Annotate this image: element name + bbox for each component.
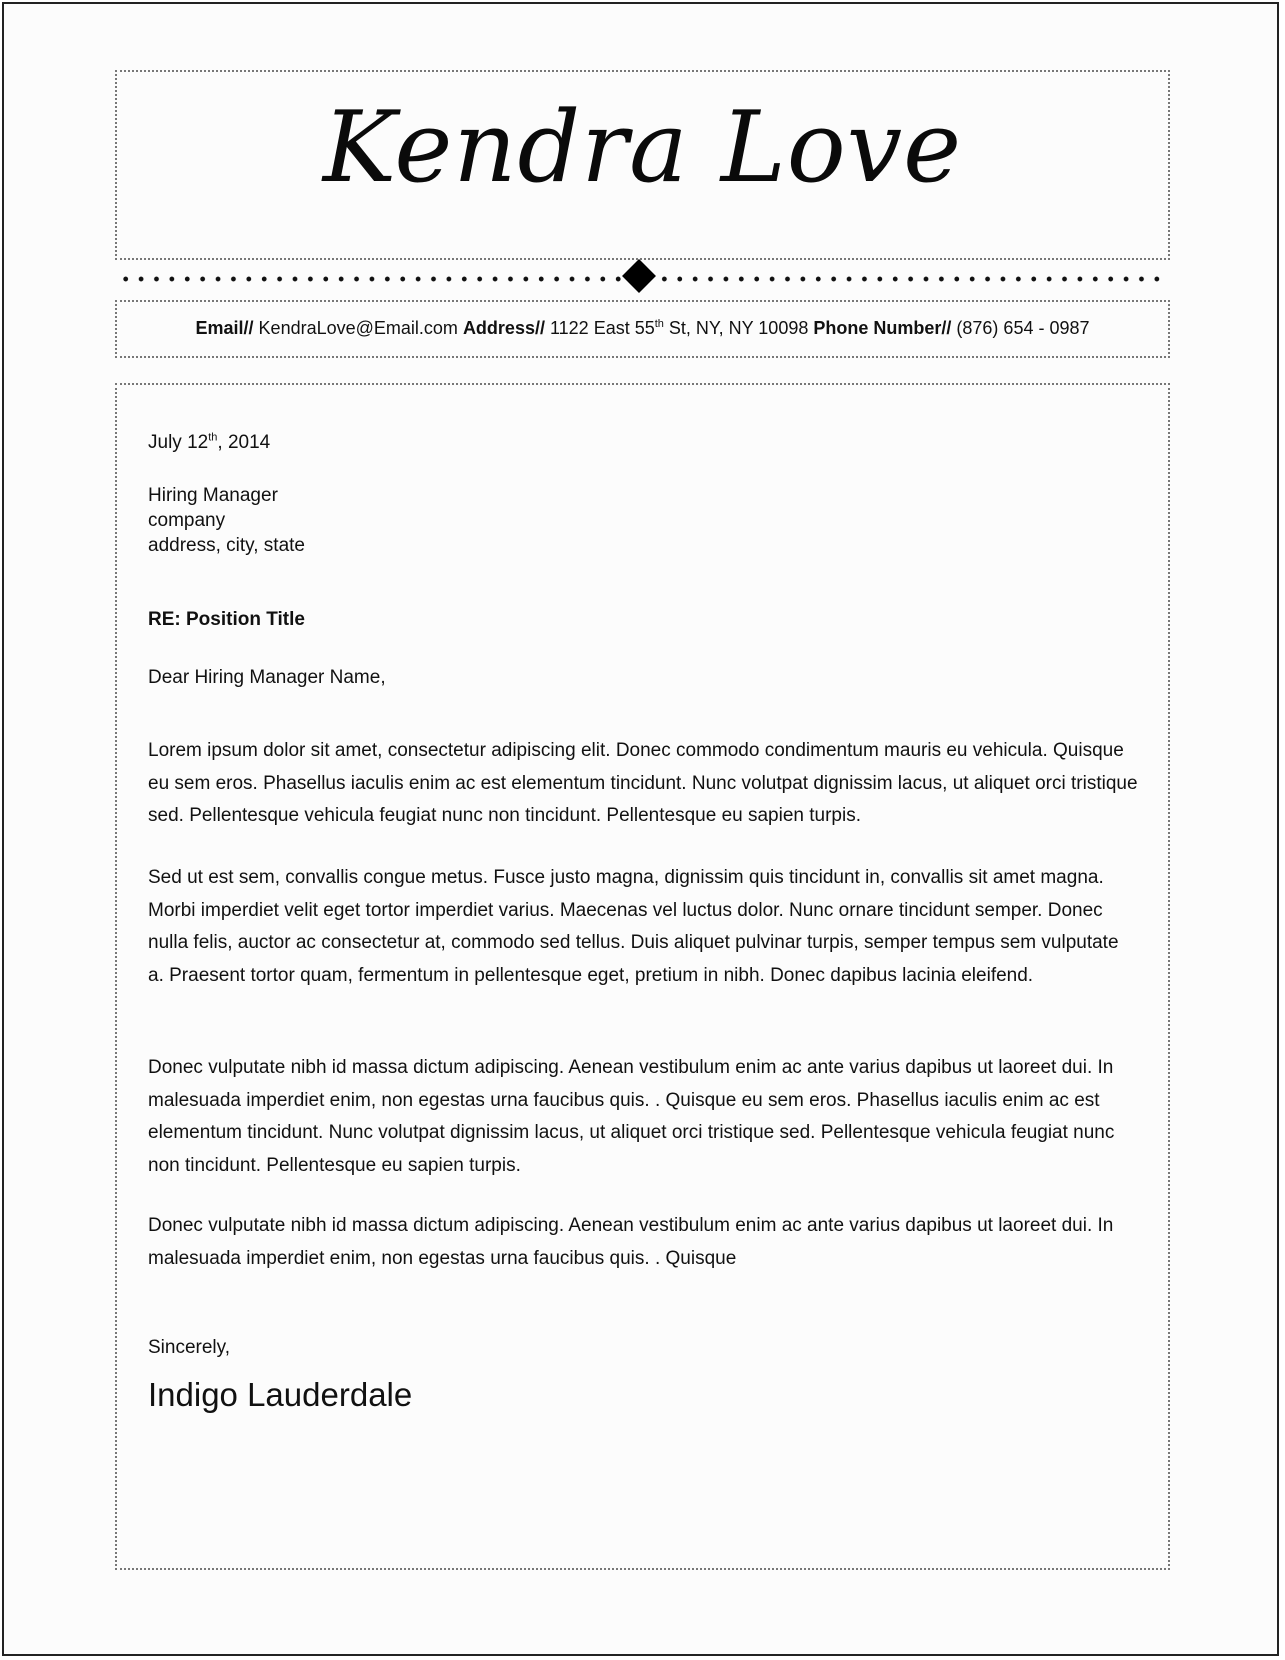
header-frame <box>115 70 1170 260</box>
phone-value: (876) 654 - 0987 <box>956 318 1090 338</box>
letter-date: July 12th, 2014 <box>148 431 271 453</box>
address-value: 1122 East 55th St, NY, NY 10098 <box>549 318 809 338</box>
recipient-line: company <box>148 510 226 531</box>
email-value: KendraLove@Email.com <box>258 318 458 338</box>
contact-line <box>117 318 1168 339</box>
recipient-block <box>148 483 1138 558</box>
salutation: Dear Hiring Manager Name, <box>148 667 386 688</box>
body-paragraph: Donec vulputate nibh id massa dictum adipiscing. Aenean vestibulum enim ac ante varius dapibus ut laoreet dui. In malesuada imperdiet enim, non egestas urna faucibus quis. . Quisque eu sem eros. Phasellus iaculis enim ac est elementum tincidunt. Nunc volutpat dignissim lacus, ut aliquet orci tristique sed. Pellentesque vehicula feugiat nunc non tincidunt. Pellentesque eu sapien turpis. <box>148 1057 1115 1176</box>
closing: Sincerely, <box>148 1337 231 1358</box>
applicant-name: Kendra Love <box>322 91 963 205</box>
phone-label: Phone Number// <box>813 318 952 338</box>
recipient-line: address, city, state <box>148 535 305 556</box>
signature-name: Indigo Lauderdale <box>148 1376 413 1413</box>
contact-frame <box>115 300 1170 358</box>
address-label: Address// <box>462 318 545 338</box>
body-paragraph: Donec vulputate nibh id massa dictum adipiscing. Aenean vestibulum enim ac ante varius dapibus ut laoreet dui. In malesuada imperdiet enim, non egestas urna faucibus quis. . Quisque <box>148 1215 1114 1269</box>
body-paragraph: Sed ut est sem, convallis congue metus. Fusce justo magna, dignissim quis tincidunt in, convallis sit amet magna. Morbi imperdiet velit eget tortor imperdiet varius. Maecenas vel luctus dolor. Nunc ornare tincidunt semper. Donec nulla felis, auctor ac consectetur at, commodo sed tellus. Duis aliquet pulvinar turpis, semper tempus sem vulputate a. Praesent tortor quam, fermentum in pellentesque eget, pretium in nibh. Donec dapibus lacinia eleifend. <box>148 867 1119 986</box>
recipient-line: Hiring Manager <box>148 485 278 506</box>
email-label: Email// <box>195 318 254 338</box>
body-paragraph: Lorem ipsum dolor sit amet, consectetur adipiscing elit. Donec commodo condimentum mauris eu vehicula. Quisque eu sem eros. Phasellus iaculis enim ac est elementum tincidunt. Nunc volutpat dignissim lacus, ut aliquet orci tristique sed. Pellentesque vehicula feugiat nunc non tincidunt. Pellentesque eu sapien turpis. <box>148 740 1138 826</box>
subject-line: RE: Position Title <box>148 609 305 630</box>
